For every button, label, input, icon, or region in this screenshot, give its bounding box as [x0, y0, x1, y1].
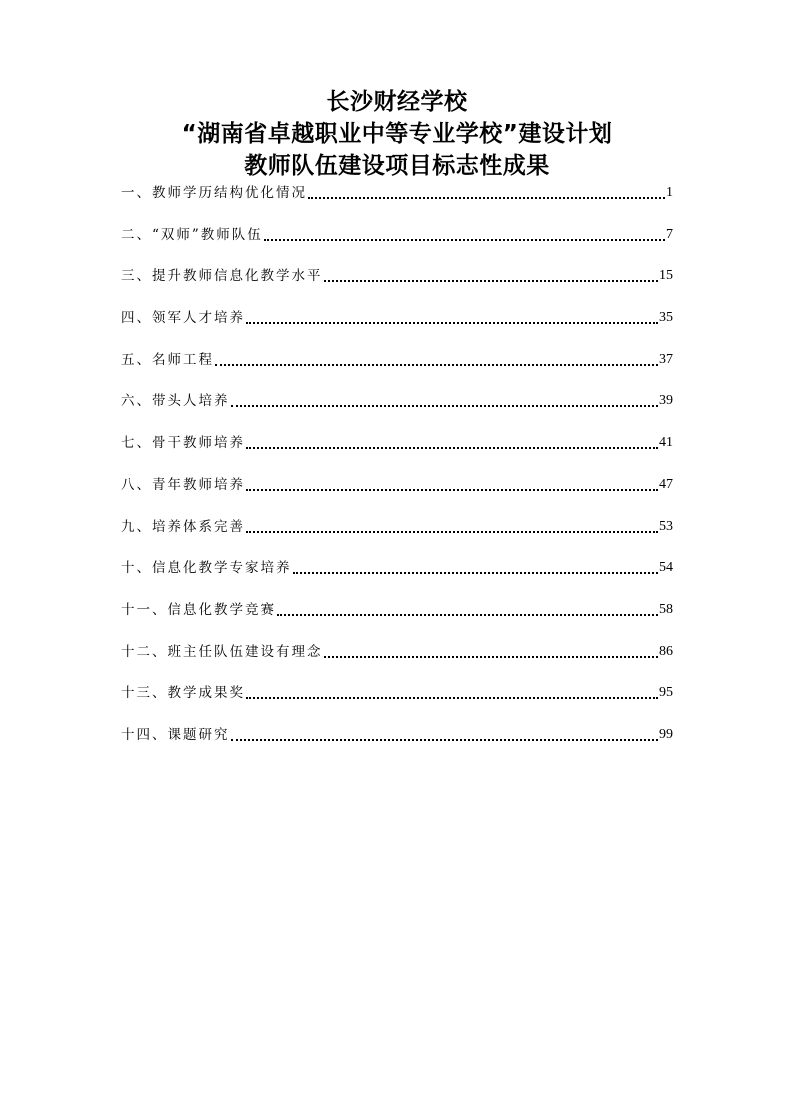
toc-entry[interactable]	[121, 372, 673, 414]
toc-entry-page: 41	[659, 435, 673, 451]
toc-entry[interactable]	[121, 497, 673, 539]
toc-entry-page: 54	[659, 560, 673, 576]
toc-entry[interactable]	[121, 539, 673, 581]
toc-entry-label: 八、青年教师培养	[121, 476, 245, 493]
toc-entry-page: 95	[659, 685, 673, 701]
toc-entry[interactable]	[121, 247, 673, 289]
toc-entry-label: 十二、班主任队伍建设有理念	[121, 643, 323, 660]
toc-entry-page: 39	[659, 393, 673, 409]
toc-dot-leader	[277, 598, 658, 622]
toc-dot-leader	[246, 473, 658, 497]
toc-entry-label: 三、提升教师信息化教学水平	[121, 268, 323, 285]
toc-entry[interactable]	[121, 622, 673, 664]
toc-entry-label: 五、名师工程	[121, 351, 214, 368]
toc-entry-label: 六、带头人培养	[121, 393, 230, 410]
toc-entry-page: 86	[659, 643, 673, 659]
toc-entry-page: 7	[666, 226, 673, 242]
toc-entry-label: 一、教师学历结构优化情况	[121, 185, 307, 201]
toc-dot-leader	[246, 515, 658, 539]
toc-entry-page: 1	[666, 185, 673, 200]
toc-entry[interactable]	[121, 705, 673, 747]
toc-entry-label: 十四、课题研究	[121, 726, 230, 743]
toc-entry-page: 37	[659, 351, 673, 367]
toc-entry-label: 十三、教学成果奖	[121, 685, 245, 702]
toc-dot-leader	[324, 264, 659, 288]
toc-entry[interactable]	[121, 205, 673, 247]
toc-entry-label: 九、培养体系完善	[121, 518, 245, 535]
toc-entry[interactable]	[121, 580, 673, 622]
toc-dot-leader	[246, 431, 658, 455]
toc-dot-leader	[308, 181, 665, 205]
table-of-contents	[121, 181, 673, 747]
toc-entry[interactable]	[121, 455, 673, 497]
toc-entry-label: 四、领军人才培养	[121, 310, 245, 327]
toc-entry-page: 35	[659, 310, 673, 326]
toc-entry[interactable]	[121, 413, 673, 455]
toc-entry[interactable]	[121, 330, 673, 372]
toc-entry-page: 47	[659, 476, 673, 492]
title-line-program: “湖南省卓越职业中等专业学校”建设计划	[181, 121, 613, 147]
toc-dot-leader	[231, 723, 659, 747]
toc-dot-leader	[215, 348, 658, 372]
toc-entry-label: 七、骨干教师培养	[121, 435, 245, 452]
toc-dot-leader	[293, 556, 659, 580]
toc-dot-leader	[264, 223, 665, 247]
toc-entry[interactable]	[121, 181, 673, 205]
document-title	[0, 86, 794, 182]
toc-dot-leader	[246, 306, 658, 330]
title-line-school: 长沙财经学校	[326, 89, 468, 115]
toc-entry-page: 99	[659, 726, 673, 742]
toc-entry-page: 15	[659, 268, 673, 284]
toc-entry-page: 53	[659, 518, 673, 534]
toc-dot-leader	[324, 640, 659, 664]
toc-entry-page: 58	[659, 601, 673, 617]
toc-entry-label: 十、信息化教学专家培养	[121, 560, 292, 577]
toc-dot-leader	[231, 389, 659, 413]
toc-entry[interactable]	[121, 288, 673, 330]
toc-dot-leader	[246, 681, 658, 705]
toc-entry[interactable]	[121, 664, 673, 706]
toc-entry-label: 二、“双师”教师队伍	[121, 226, 263, 243]
title-line-project: 教师队伍建设项目标志性成果	[244, 153, 550, 179]
toc-entry-label: 十一、信息化教学竞赛	[121, 601, 276, 618]
